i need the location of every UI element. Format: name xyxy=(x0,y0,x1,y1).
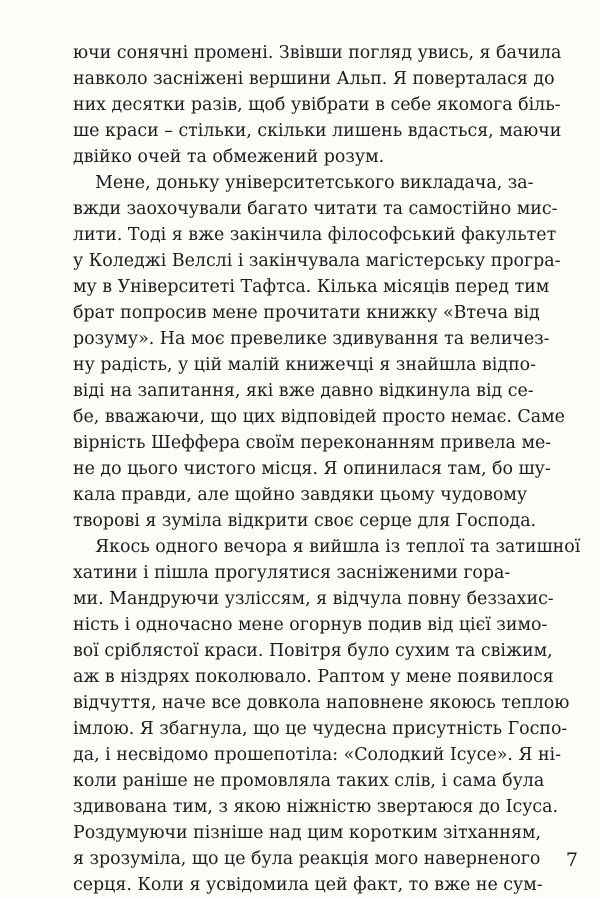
text-line: я зрозуміла, що це була реакція мого наверненого xyxy=(73,849,541,869)
text-line: серця. Коли я усвідомила цей факт, то вже не сум- xyxy=(73,875,543,895)
text-line: ючи сонячні промені. Звівши погляд увись, я бачила xyxy=(73,43,562,63)
text-line: Якось одного вечора я вийшла із теплої та затишної xyxy=(73,537,581,557)
text-line: імлою. Я збагнула, що це чудесна присутність Госпо- xyxy=(73,719,568,739)
text-line: двійко очей та обмежений розум. xyxy=(73,147,385,167)
text-line: му в Університеті Тафтса. Кілька місяців перед тим xyxy=(73,277,550,297)
text-line: вірність Шеффера своїм переконанням привела ме- xyxy=(73,433,552,453)
body-text xyxy=(73,40,588,898)
text-line: бе, вважаючи, що цих відповідей просто немає. Саме xyxy=(73,407,565,427)
text-line: вої сріблястої краси. Повітря було сухим та свіжим, xyxy=(73,641,553,661)
text-line: да, і несвідомо прошепотіла: «Солодкий Ісусе». Я ні- xyxy=(73,745,561,765)
text-line: вжди заохочували багато читати та самостійно мис- xyxy=(73,199,558,219)
text-line: у Коледжі Велслі і закінчувала магістерську програ- xyxy=(73,251,561,271)
text-line: відчуття, наче все довкола наповнене якоюсь теплою xyxy=(73,693,570,713)
text-line: ми. Мандруючи узліссям, я відчула повну беззахис- xyxy=(73,589,554,609)
page-number: 7 xyxy=(565,849,578,871)
text-line: Роздумуючи пізніше над цим коротким зітханням, xyxy=(73,823,542,843)
text-line: Мене, доньку університетського викладача, за- xyxy=(73,173,534,193)
text-line: лити. Тоді я вже закінчила філософський факультет xyxy=(73,225,557,245)
text-line: хатини і пішла прогулятися засніженими гора- xyxy=(73,563,511,583)
text-line: розуму». На моє превелике здивування та величез- xyxy=(73,329,550,349)
text-line: ність і одночасно мене огорнув подив від цієї зимо- xyxy=(73,615,548,635)
text-line: віді на запитання, які вже давно відкинула від се- xyxy=(73,381,534,401)
text-line: ну радість, у цій малій книжечці я знайшла відпо- xyxy=(73,355,537,375)
text-line: брат попросив мене прочитати книжку «Втеча від xyxy=(73,303,540,323)
text-line: кала правди, але щойно завдяки цьому чудовому xyxy=(73,485,528,505)
text-line: ше краси – стільки, скільки лишень вдасться, маючи xyxy=(73,121,562,141)
text-line: не до цього чистого місця. Я опинилася там, бо шу- xyxy=(73,459,551,479)
text-line: навколо засніжені вершини Альп. Я поверталася до xyxy=(73,69,555,89)
text-line: них десятки разів, щоб увібрати в себе якомога біль- xyxy=(73,95,561,115)
text-line: коли раніше не промовляла таких слів, і сама була xyxy=(73,771,545,791)
text-line: здивована тим, з якою ніжністю звертаюся до Ісуса. xyxy=(73,797,559,817)
text-line: аж в ніздрях поколювало. Раптом у мене появилося xyxy=(73,667,554,687)
text-line: творові я зуміла відкрити своє серце для Господа. xyxy=(73,511,537,531)
